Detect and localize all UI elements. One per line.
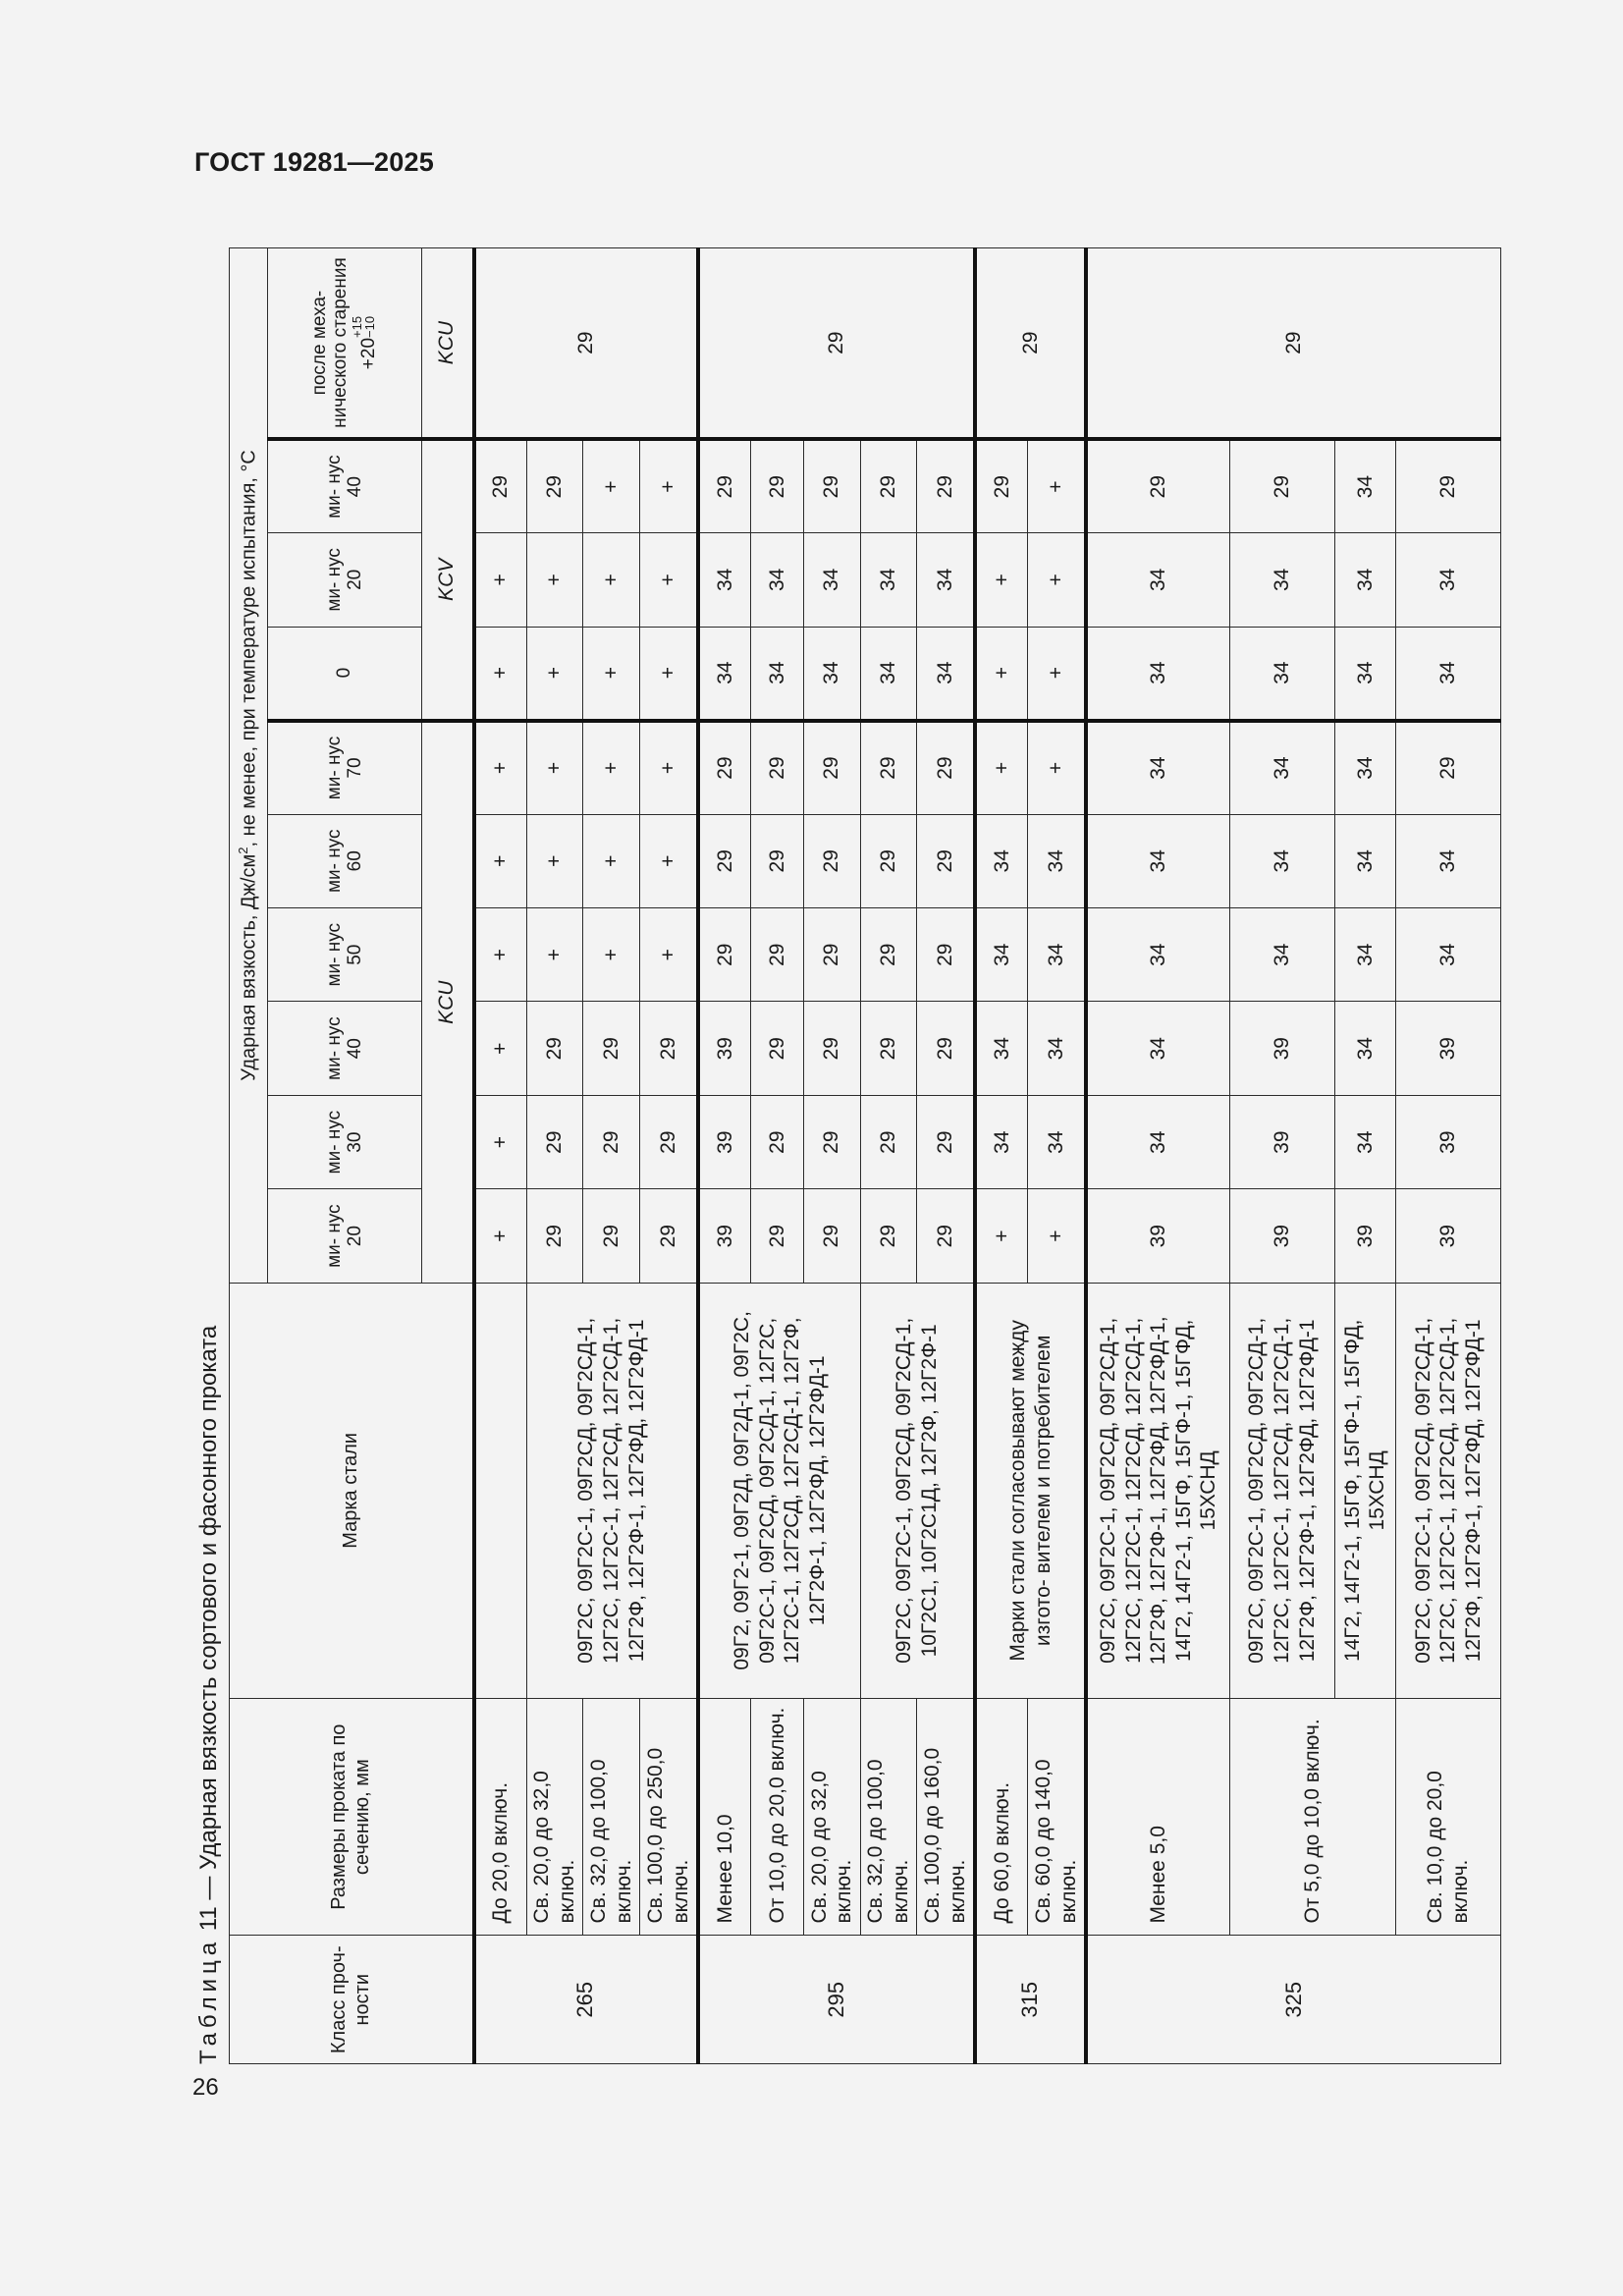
kcu-value-cell: + [640, 814, 698, 907]
strength-class-cell: 325 [1086, 1936, 1500, 2064]
kcv-value-cell: 34 [1395, 627, 1500, 720]
header-kcv-label: KCV [421, 439, 474, 720]
kcu-value-cell: 34 [1229, 814, 1334, 907]
header-kcu-temp: ми- нус 50 [268, 907, 421, 1001]
kcu-value-cell: 29 [803, 1002, 860, 1095]
kcu-value-cell: + [975, 1189, 1028, 1283]
kcu-value-cell: 39 [1395, 1189, 1500, 1283]
kcu-value-cell: 29 [526, 1095, 583, 1188]
kcu-value-cell: 39 [698, 1002, 751, 1095]
steel-grade-cell: 09Г2С, 09Г2С-1, 09Г2СД, 09Г2СД-1, 12Г2С, 12Г2С-1, 12Г2СД, 12Г2СД-1, 12Г2Ф, 12Г2Ф-1, 12Г2ФД, 12Г2ФД-1 [1229, 1283, 1334, 1698]
kcu-value-cell: 34 [975, 814, 1028, 907]
kcv-value-cell: 34 [1229, 627, 1334, 720]
kcv-value-cell: 29 [474, 439, 527, 532]
header-impact [230, 248, 268, 1284]
kcv-value-cell: 29 [803, 439, 860, 532]
header-class: Класс проч- ности [230, 1936, 474, 2064]
aging-value-cell: 29 [1086, 248, 1500, 440]
steel-grade-cell [474, 1283, 527, 1698]
kcu-value-cell: 34 [1334, 907, 1395, 1001]
kcv-value-cell: 34 [1229, 533, 1334, 627]
kcu-value-cell: 29 [803, 721, 860, 814]
header-kcu-temp: ми- нус 60 [268, 814, 421, 907]
kcu-value-cell: 34 [1086, 814, 1229, 907]
kcv-value-cell: 29 [1086, 439, 1229, 532]
kcv-value-cell: 29 [526, 439, 583, 532]
steel-grade-cell: 09Г2С, 09Г2С-1, 09Г2СД, 09Г2СД-1, 10Г2С1, 10Г2С1Д, 12Г2Ф, 12Г2Ф-1 [860, 1283, 975, 1698]
kcu-value-cell: 29 [860, 721, 917, 814]
header-kcu-temp: ми- нус 40 [268, 1002, 421, 1095]
kcu-value-cell: 29 [526, 1189, 583, 1283]
steel-grade-cell: 09Г2С, 09Г2С-1, 09Г2СД, 09Г2СД-1, 12Г2С, 12Г2С-1, 12Г2СД, 12Г2СД-1, 12Г2Ф, 12Г2Ф-1, 12Г2ФД, 12Г2ФД-1, 14Г2, 14Г2-1, 15ГФ, 15ГФ-1, 15ГФД, 15ХСНД [1086, 1283, 1229, 1698]
size-cell: Св. 100,0 до 250,0 включ. [640, 1698, 698, 1936]
table-row [474, 248, 527, 2064]
header-impact-text-end: , не менее, при температуре испытания, °С [238, 450, 260, 847]
kcu-value-cell: 29 [860, 1189, 917, 1283]
table-row [1229, 248, 1334, 2064]
kcu-value-cell: + [583, 721, 640, 814]
kcv-value-cell: 34 [751, 627, 804, 720]
steel-grade-cell: 09Г2, 09Г2-1, 09Г2Д, 09Г2Д-1, 09Г2С, 09Г2С-1, 09Г2СД, 09Г2СД-1, 12Г2С, 12Г2С-1, 12Г2СД, 12Г2СД-1, 12Г2Ф, 12Г2Ф-1, 12Г2ФД, 12Г2ФД-1 [698, 1283, 860, 1698]
kcu-value-cell: 34 [1395, 907, 1500, 1001]
rotated-table-block [189, 149, 1505, 2064]
kcv-value-cell: 34 [1395, 533, 1500, 627]
table-row [1395, 248, 1500, 2064]
kcu-value-cell: 34 [1028, 907, 1086, 1001]
kcu-value-cell: 29 [860, 814, 917, 907]
kcv-value-cell: 29 [917, 439, 975, 532]
table-row [751, 248, 804, 2064]
size-cell: Св. 32,0 до 100,0 включ. [583, 1698, 640, 1936]
kcu-value-cell: 29 [698, 721, 751, 814]
kcv-value-cell: 34 [860, 627, 917, 720]
table-row [526, 248, 583, 2064]
kcu-value-cell: 39 [698, 1095, 751, 1188]
kcv-value-cell: + [474, 627, 527, 720]
kcv-value-cell: 34 [917, 627, 975, 720]
header-grade: Марка стали [230, 1283, 474, 1698]
size-cell: Менее 10,0 [698, 1698, 751, 1936]
kcv-value-cell: + [583, 439, 640, 532]
size-cell: До 20,0 включ. [474, 1698, 527, 1936]
kcu-value-cell: 29 [751, 814, 804, 907]
kcv-value-cell: 34 [1086, 627, 1229, 720]
kcu-value-cell: 29 [917, 1189, 975, 1283]
impact-toughness-table [229, 247, 1501, 2064]
kcv-value-cell: 34 [1334, 533, 1395, 627]
kcv-value-cell: + [640, 439, 698, 532]
kcu-value-cell: + [975, 721, 1028, 814]
kcu-value-cell: 29 [640, 1095, 698, 1188]
kcu-value-cell: + [474, 721, 527, 814]
kcu-value-cell: 34 [975, 1002, 1028, 1095]
table-row [1028, 248, 1086, 2064]
kcu-value-cell: 34 [975, 1095, 1028, 1188]
kcu-value-cell: 29 [526, 1002, 583, 1095]
kcu-value-cell: 39 [1229, 1002, 1334, 1095]
strength-class-cell: 295 [698, 1936, 975, 2064]
steel-grade-cell: 09Г2С, 09Г2С-1, 09Г2СД, 09Г2СД-1, 12Г2С, 12Г2С-1, 12Г2СД, 12Г2СД-1, 12Г2Ф, 12Г2Ф-1, 12Г2ФД, 12Г2ФД-1 [1395, 1283, 1500, 1698]
size-cell: Св. 60,0 до 140,0 включ. [1028, 1698, 1086, 1936]
table-row [975, 248, 1028, 2064]
kcv-value-cell: 34 [698, 627, 751, 720]
kcu-value-cell: 29 [751, 907, 804, 1001]
kcu-value-cell: 29 [917, 1095, 975, 1188]
kcu-value-cell: + [1028, 1189, 1086, 1283]
table-caption [189, 1326, 229, 2064]
header-kcu-label: KCU [421, 721, 474, 1284]
kcu-value-cell: 29 [803, 1189, 860, 1283]
kcv-value-cell: 34 [1086, 533, 1229, 627]
header-kcu-temp: ми- нус 70 [268, 721, 421, 814]
steel-grade-cell: 14Г2, 14Г2-1, 15ГФ, 15ГФ-1, 15ГФД, 15ХСНД [1334, 1283, 1395, 1698]
table-row [803, 248, 860, 2064]
header-aging-tol-minus: −10 [362, 315, 378, 338]
kcu-value-cell: + [583, 907, 640, 1001]
kcu-value-cell: 29 [751, 1002, 804, 1095]
kcu-value-cell: 29 [917, 721, 975, 814]
kcv-value-cell: 34 [1334, 627, 1395, 720]
table-row [860, 248, 917, 2064]
kcv-value-cell: + [975, 533, 1028, 627]
header-aging-tolerance [351, 316, 376, 338]
kcu-value-cell: 34 [1028, 814, 1086, 907]
kcv-value-cell: 29 [860, 439, 917, 532]
table-caption-text: — Ударная вязкость сортового и фасонного проката [195, 1325, 222, 1900]
size-cell: До 60,0 включ. [975, 1698, 1028, 1936]
kcu-value-cell: 29 [803, 907, 860, 1001]
kcu-value-cell: 34 [1334, 1095, 1395, 1188]
kcu-value-cell: + [526, 721, 583, 814]
kcu-value-cell: 29 [1395, 721, 1500, 814]
page-number: 26 [192, 2074, 219, 2101]
kcv-value-cell: + [1028, 439, 1086, 532]
kcu-value-cell: + [474, 907, 527, 1001]
size-cell: Св. 20,0 до 32,0 включ. [526, 1698, 583, 1936]
kcu-value-cell: + [474, 1095, 527, 1188]
kcv-value-cell: 29 [1395, 439, 1500, 532]
table-row [583, 248, 640, 2064]
kcu-value-cell: 34 [1028, 1095, 1086, 1188]
kcu-value-cell: 29 [803, 1095, 860, 1188]
kcu-value-cell: 29 [860, 907, 917, 1001]
kcu-value-cell: + [474, 814, 527, 907]
kcu-value-cell: + [474, 1002, 527, 1095]
kcu-value-cell: 29 [698, 907, 751, 1001]
kcu-value-cell: 34 [1086, 1002, 1229, 1095]
kcv-value-cell: 29 [1229, 439, 1334, 532]
header-aging-tol-plus: +15 [350, 315, 365, 338]
kcv-value-cell: 29 [975, 439, 1028, 532]
aging-value-cell: 29 [474, 248, 699, 440]
kcv-value-cell: 34 [698, 533, 751, 627]
kcv-value-cell: 34 [1334, 439, 1395, 532]
kcu-value-cell: 39 [1229, 1189, 1334, 1283]
kcu-value-cell: 34 [1334, 721, 1395, 814]
kcu-value-cell: 29 [803, 814, 860, 907]
kcu-value-cell: 39 [1086, 1189, 1229, 1283]
kcu-value-cell: 34 [1229, 721, 1334, 814]
header-impact-sup: 2 [236, 847, 251, 854]
kcu-value-cell: + [640, 721, 698, 814]
header-aging [268, 248, 421, 440]
kcv-value-cell: + [1028, 627, 1086, 720]
size-cell: Менее 5,0 [1086, 1698, 1229, 1936]
table-caption-label: Таблица [195, 1937, 222, 2064]
kcv-value-cell: + [526, 627, 583, 720]
table-row [698, 248, 751, 2064]
kcv-value-cell: 34 [803, 627, 860, 720]
kcu-value-cell: 29 [917, 907, 975, 1001]
kcv-value-cell: + [474, 533, 527, 627]
steel-grade-cell: Марки стали согласовывают между изгото- вителем и потребителем [975, 1283, 1086, 1698]
header-kcu-temp: ми- нус 30 [268, 1095, 421, 1188]
document-code: ГОСТ 19281—2025 [194, 147, 434, 177]
kcu-value-cell: 39 [1395, 1002, 1500, 1095]
kcu-value-cell: + [526, 814, 583, 907]
kcu-value-cell: 34 [1395, 814, 1500, 907]
header-aging-temp [351, 250, 379, 435]
kcu-value-cell: 29 [860, 1002, 917, 1095]
kcu-value-cell: 29 [917, 814, 975, 907]
kcv-value-cell: 34 [860, 533, 917, 627]
size-cell: Св. 10,0 до 20,0 включ. [1395, 1698, 1500, 1936]
kcv-value-cell: + [975, 627, 1028, 720]
kcu-value-cell: 34 [1086, 721, 1229, 814]
kcv-value-cell: + [640, 533, 698, 627]
kcv-value-cell: 34 [803, 533, 860, 627]
kcv-value-cell: + [526, 533, 583, 627]
table-row [1086, 248, 1229, 2064]
kcu-value-cell: 29 [698, 814, 751, 907]
kcu-value-cell: 29 [751, 1189, 804, 1283]
kcu-value-cell: + [640, 907, 698, 1001]
kcu-value-cell: 39 [1229, 1095, 1334, 1188]
kcv-value-cell: 29 [698, 439, 751, 532]
kcu-value-cell: 29 [583, 1095, 640, 1188]
kcv-value-cell: 34 [917, 533, 975, 627]
kcu-value-cell: 29 [640, 1189, 698, 1283]
table-row [640, 248, 698, 2064]
kcv-value-cell: + [583, 627, 640, 720]
kcu-value-cell: 39 [698, 1189, 751, 1283]
kcv-value-cell: 34 [751, 533, 804, 627]
kcu-value-cell: 34 [1086, 1095, 1229, 1188]
header-impact-text: Ударная вязкость, Дж/см [238, 853, 260, 1081]
kcu-value-cell: 34 [1028, 1002, 1086, 1095]
aging-value-cell: 29 [975, 248, 1086, 440]
steel-grade-cell: 09Г2С, 09Г2С-1, 09Г2СД, 09Г2СД-1, 12Г2С, 12Г2С-1, 12Г2СД, 12Г2СД-1, 12Г2Ф, 12Г2Ф-1, 12Г2ФД, 12Г2ФД-1 [526, 1283, 698, 1698]
kcu-value-cell: 34 [1334, 1002, 1395, 1095]
table-caption-number: 11 [195, 1906, 222, 1932]
strength-class-cell: 265 [474, 1936, 699, 2064]
size-cell: Св. 20,0 до 32,0 включ. [803, 1698, 860, 1936]
header-kcv-temp: ми- нус 40 [268, 439, 421, 532]
header-size: Размеры проката по сечению, мм [230, 1698, 474, 1936]
kcu-value-cell: 34 [1086, 907, 1229, 1001]
kcu-value-cell: 34 [1229, 907, 1334, 1001]
header-aging-temp-value: +20 [358, 337, 380, 370]
header-kcv-temp: ми- нус 20 [268, 533, 421, 627]
kcu-value-cell: + [1028, 721, 1086, 814]
kcv-value-cell: + [640, 627, 698, 720]
kcu-value-cell: + [474, 1189, 527, 1283]
kcu-value-cell: 29 [751, 721, 804, 814]
kcu-value-cell: + [526, 907, 583, 1001]
kcv-value-cell: + [583, 533, 640, 627]
header-aging-label: KCU [421, 248, 474, 440]
size-cell: От 5,0 до 10,0 включ. [1229, 1698, 1395, 1936]
header-kcu-temp: ми- нус 20 [268, 1189, 421, 1283]
kcu-value-cell: 29 [860, 1095, 917, 1188]
kcu-value-cell: 29 [640, 1002, 698, 1095]
kcu-value-cell: 39 [1334, 1189, 1395, 1283]
kcu-value-cell: 34 [1334, 814, 1395, 907]
kcv-value-cell: + [1028, 533, 1086, 627]
kcu-value-cell: 39 [1395, 1095, 1500, 1188]
header-aging-text: после меха- нического старения [308, 257, 352, 428]
size-cell: От 10,0 до 20,0 включ. [751, 1698, 804, 1936]
size-cell: Св. 32,0 до 100,0 включ. [860, 1698, 917, 1936]
size-cell: Св. 100,0 до 160,0 включ. [917, 1698, 975, 1936]
table-row [917, 248, 975, 2064]
kcu-value-cell: 29 [583, 1189, 640, 1283]
kcu-value-cell: 29 [751, 1095, 804, 1188]
kcu-value-cell: 29 [917, 1002, 975, 1095]
kcu-value-cell: + [583, 814, 640, 907]
aging-value-cell: 29 [698, 248, 975, 440]
kcv-value-cell: 29 [751, 439, 804, 532]
header-kcv-temp: 0 [268, 627, 421, 720]
strength-class-cell: 315 [975, 1936, 1086, 2064]
kcu-value-cell: 34 [975, 907, 1028, 1001]
kcu-value-cell: 29 [583, 1002, 640, 1095]
